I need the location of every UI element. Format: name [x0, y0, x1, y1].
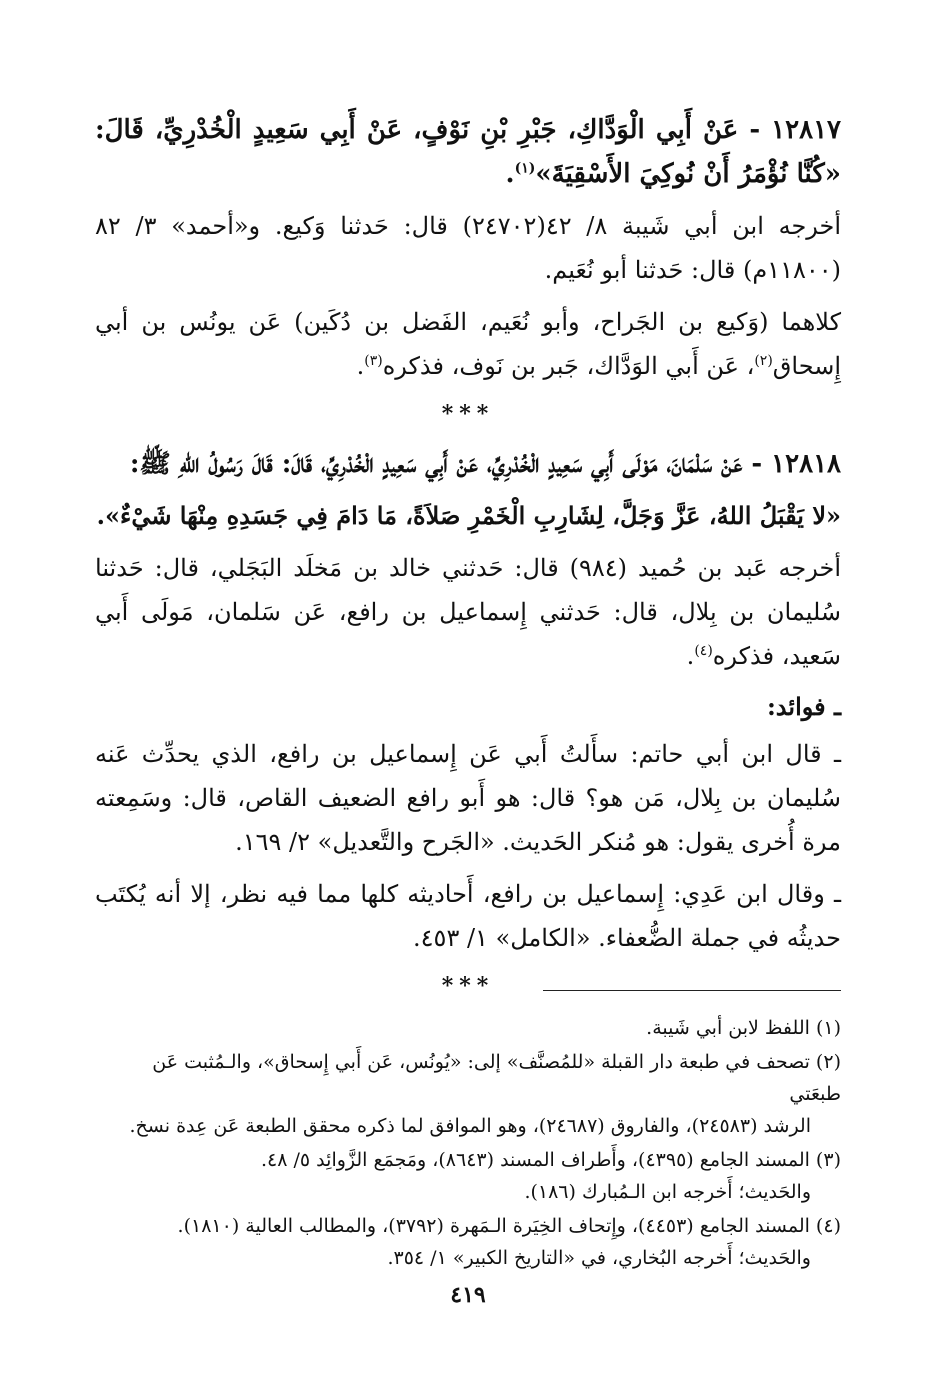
hadith-matn: «كُنَّا نُؤْمَرُ أَنْ نُوكِيَ الأَسْقِيَةَ» — [535, 159, 841, 189]
footnotes — [95, 1012, 841, 1276]
footnote-text: والحَديث؛ أَخرجه البُخاري، في «التاريخ الكبير» ١/ ٣٥٤. — [387, 1247, 811, 1269]
isnad-summary-12817 — [95, 300, 841, 388]
footnote-text: (٢) تصحف في طبعة دار القبلة «للمُصنَّف» إلى: «يُونُس، عَن أَبي إِسحاق»، والـمُثبت عَن طبعَتي — [152, 1051, 841, 1105]
footnote-1: (١) اللفظ لابن أبي شَيبة. — [646, 1017, 841, 1039]
fawaid-item: ـ وقال ابن عَدِي: إِسماعيل بن رافع، أَحاديثه كلها مما فيه نظر، إلا أنه يُكتَب حديثُه في جملة الضُّعفاء. «الكامل» ١/ ٤٥٣. — [95, 880, 841, 952]
hadith-matn: «لا يَقْبَلُ اللهُ، عَزَّ وَجَلَّ، لِشَارِبِ الْخَمْرِ صَلاَةً، مَا دَامَ فِي جَسَدِهِ مِنْهَا شَيْءٌ». — [96, 501, 841, 530]
footnote-text: الرشد (٢٤٥٨٣)، والفاروق (٢٤٦٨٧)، وهو الموافق لما ذكره محقق الطبعة عَن عِدة نسخ. — [129, 1115, 811, 1137]
isnad-summary-text: ، عَن أَبي الوَدَّاك، جَبر بن نَوف، فذكره — [382, 352, 755, 380]
isnad-summary-text: . — [356, 352, 365, 380]
hadith-12818: ١٢٨١٨ - عَنْ سَلْمَانَ، مَوْلَى أَبِي سَعِيدٍ الْخُدْرِيِّ، عَنْ أَبِي سَعِيدٍ الْخُدْرِيِّ، قَالَ: قَالَ رَسُولُ اللهِ ﷺ: — [129, 449, 841, 479]
footnote-3 — [95, 1144, 841, 1208]
footnote-text: (٣) المسند الجامع (٤٣٩٥)، وأَطراف المسند (٨٦٤٣)، ومَجمَع الزَّوائِد ٥/ ٤٨. — [261, 1149, 841, 1171]
isnad-summary-text: كلاهما (وَكيع بن الجَراح، وأبو نُعَيم، الفَضل بن دُكَين) عَن يونُس بن أبي إِسحاق — [95, 308, 841, 380]
hadith-isnad: ١٢٨١٧ - عَنْ أَبِي الْوَدَّاكِ، جَبْرِ بْنِ نَوْفٍ، عَنْ أَبِي سَعِيدٍ الْخُدْرِيِّ، قَالَ: — [95, 115, 841, 145]
footnote-divider — [543, 990, 841, 991]
fawaid-heading: ـ فوائد: — [766, 692, 841, 721]
section-separator: *** — [441, 401, 495, 427]
footnote-4 — [95, 1210, 841, 1274]
takhrij-12818 — [95, 546, 841, 678]
footnote-ref: (١) — [514, 160, 536, 177]
footnote-ref: (٤) — [694, 643, 713, 659]
footnote-ref: (٣) — [364, 353, 383, 369]
footnote-text: والحَديث؛ أَخرجه ابن الـمُبارك (١٨٦). — [524, 1181, 811, 1203]
takhrij-text: . — [686, 642, 695, 670]
section-separator: *** — [441, 973, 495, 999]
page-number: ٤١٩ — [450, 1282, 486, 1308]
takhrij-text: أخرجه عَبد بن حُميد (٩٨٤) قال: حَدثني خالد بن مَخلَد البَجَلي، قال: حَدثنا سُليمان بن بِلال، قال: حَدثني إِسماعيل بن رافع، عَن سَلمان، مَولَى أَبي سَعيد، فذكره — [95, 554, 841, 670]
footnote-2 — [95, 1046, 841, 1142]
fawaid-item: ـ قال ابن أبي حاتم: سأَلتُ أَبي عَن إِسماعيل بن رافع، الذي يحدِّث عَنه سُليمان بن بِلال، مَن هو؟ قال: هو أَبو رافع الضعيف القاص، قال: وسَمِعته مرة أُخرى يقول: هو مُنكر الحَديث. «الجَرح والتَّعديل» ٢/ ١٦٩. — [95, 740, 841, 856]
footnote-text: (٤) المسند الجامع (٤٤٥٣)، وإِتحاف الخِيَرة الـمَهرة (٣٧٩٢)، والمطالب العالية (١٨١٠). — [177, 1215, 841, 1237]
hadith-12817: ١٢٨١٧ - عَنْ أَبِي الْوَدَّاكِ، جَبْرِ بْنِ نَوْفٍ، عَنْ أَبِي سَعِيدٍ الْخُدْرِيِّ، قَالَ: «كُنَّا نُؤْمَرُ أَنْ نُوكِيَ الأَسْقِيَةَ»$^{(١)}$. — [95, 115, 841, 189]
main-text — [95, 108, 841, 1014]
takhrij-12817: أخرجه ابن أبي شَيبة ٨/ ٤٢(٢٤٧٠٢) قال: حَدثنا وَكيع. و«أحمد» ٣/ ٨٢ (١١٨٠٠م) قال: حَدثنا أبو نُعَيم. — [95, 212, 842, 284]
footnote-ref: (٢) — [754, 353, 773, 369]
